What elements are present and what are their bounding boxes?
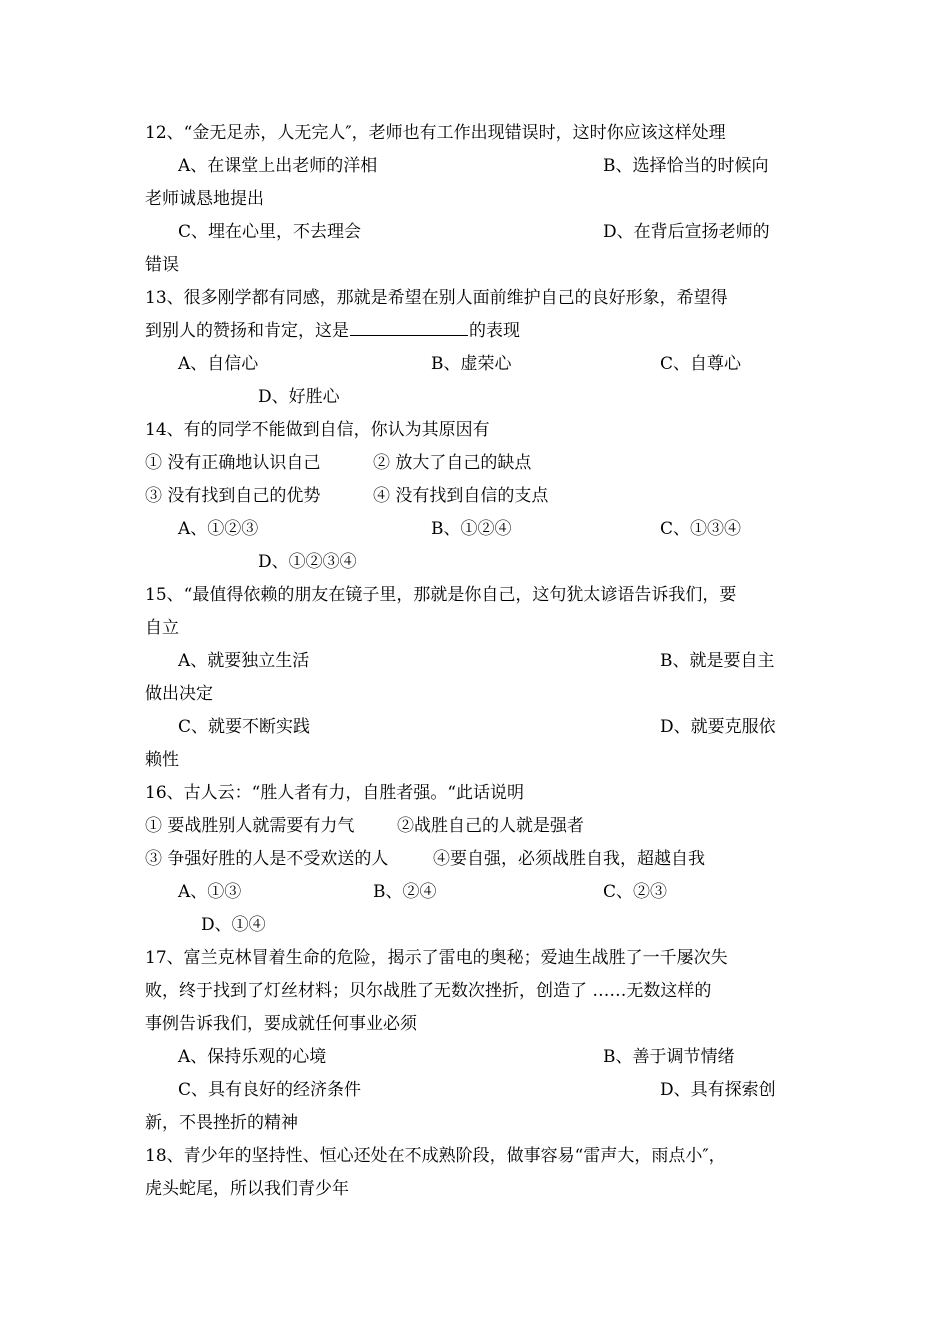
q15-stem: 15、“最值得依赖的朋友在镜子里，那就是你自己，这句犹太谚语告诉我们，要 xyxy=(145,585,737,605)
q17-option-b: B、善于调节情绪 xyxy=(603,1047,735,1067)
q15-option-d-cont: 赖性 xyxy=(145,750,179,770)
q14-option-a: A、①②③ xyxy=(178,519,259,539)
q14-option-b: B、①②④ xyxy=(431,519,512,539)
q12-option-a: A、在课堂上出老师的洋相 xyxy=(178,156,378,176)
q13-option-d: D、好胜心 xyxy=(258,387,340,407)
q14-item-2: ② 放大了自己的缺点 xyxy=(373,453,532,473)
q17-option-c: C、具有良好的经济条件 xyxy=(178,1080,362,1100)
q12-option-c: C、埋在心里，不去理会 xyxy=(178,222,362,242)
q17-option-a: A、保持乐观的心境 xyxy=(178,1047,327,1067)
q17-stem-cont-1: 败，终于找到了灯丝材料；贝尔战胜了无数次挫折，创造了 ……无数这样的 xyxy=(145,981,712,1001)
q16-item-1: ① 要战胜别人就需要有力气 xyxy=(145,816,355,836)
q16-item-2: ②战胜自己的人就是强者 xyxy=(397,816,584,836)
q17-stem: 17、富兰克林冒着生命的危险，揭示了雷电的奥秘；爱迪生战胜了一千屡次失 xyxy=(145,948,728,968)
q15-option-a: A、就要独立生活 xyxy=(178,651,310,671)
q17-option-d-cont: 新，不畏挫折的精神 xyxy=(145,1113,298,1133)
q14-stem: 14、有的同学不能做到自信，你认为其原因有 xyxy=(145,420,490,440)
q18-stem: 18、青少年的坚持性、恒心还处在不成熟阶段，做事容易“雷声大，雨点小″， xyxy=(145,1146,726,1166)
q16-option-d: D、①④ xyxy=(201,915,266,935)
q17-option-d: D、具有探索创 xyxy=(660,1080,776,1100)
q12-option-b-cont: 老师诚恳地提出 xyxy=(145,189,264,209)
q17-stem-cont-2: 事例告诉我们，要成就任何事业必须 xyxy=(145,1014,417,1034)
answer-blank xyxy=(350,320,468,336)
q13-option-c: C、自尊心 xyxy=(660,354,742,374)
q18-stem-cont: 虎头蛇尾，所以我们青少年 xyxy=(145,1179,349,1199)
q14-item-3: ③ 没有找到自己的优势 xyxy=(145,486,321,506)
q16-stem: 16、古人云：“胜人者有力，自胜者强。“此话说明 xyxy=(145,783,525,803)
q16-option-a: A、①③ xyxy=(178,882,242,902)
q16-option-b: B、②④ xyxy=(373,882,437,902)
q13-stem: 13、很多刚学都有同感，那就是希望在别人面前维护自己的良好形象，希望得 xyxy=(145,288,728,308)
q16-item-4: ④要自强，必须战胜自我，超越自我 xyxy=(433,849,705,869)
q13-option-b: B、虚荣心 xyxy=(431,354,512,374)
q15-option-c: C、就要不断实践 xyxy=(178,717,311,737)
q14-item-4: ④ 没有找到自信的支点 xyxy=(373,486,549,506)
q13-stem-part1: 到别人的赞扬和肯定，这是 xyxy=(145,321,349,341)
q13-stem-part2: 的表现 xyxy=(469,321,520,341)
q15-option-b: B、就是要自主 xyxy=(660,651,775,671)
q12-option-d: D、在背后宣扬老师的 xyxy=(603,222,770,242)
q14-item-1: ① 没有正确地认识自己 xyxy=(145,453,321,473)
q16-option-c: C、②③ xyxy=(603,882,668,902)
q15-stem-cont: 自立 xyxy=(145,618,179,638)
q14-option-d: D、①②③④ xyxy=(258,552,357,572)
q16-item-3: ③ 争强好胜的人是不受欢送的人 xyxy=(145,849,389,869)
q12-stem: 12、“金无足赤，人无完人″，老师也有工作出现错误时，这时你应该这样处理 xyxy=(145,123,726,143)
q15-option-b-cont: 做出决定 xyxy=(145,684,213,704)
q14-option-c: C、①③④ xyxy=(660,519,742,539)
q12-option-b: B、选择恰当的时候向 xyxy=(603,156,769,176)
q15-option-d: D、就要克服依 xyxy=(660,717,776,737)
q13-stem-cont xyxy=(145,320,520,342)
q12-option-d-cont: 错误 xyxy=(145,255,179,275)
q13-option-a: A、自信心 xyxy=(178,354,259,374)
